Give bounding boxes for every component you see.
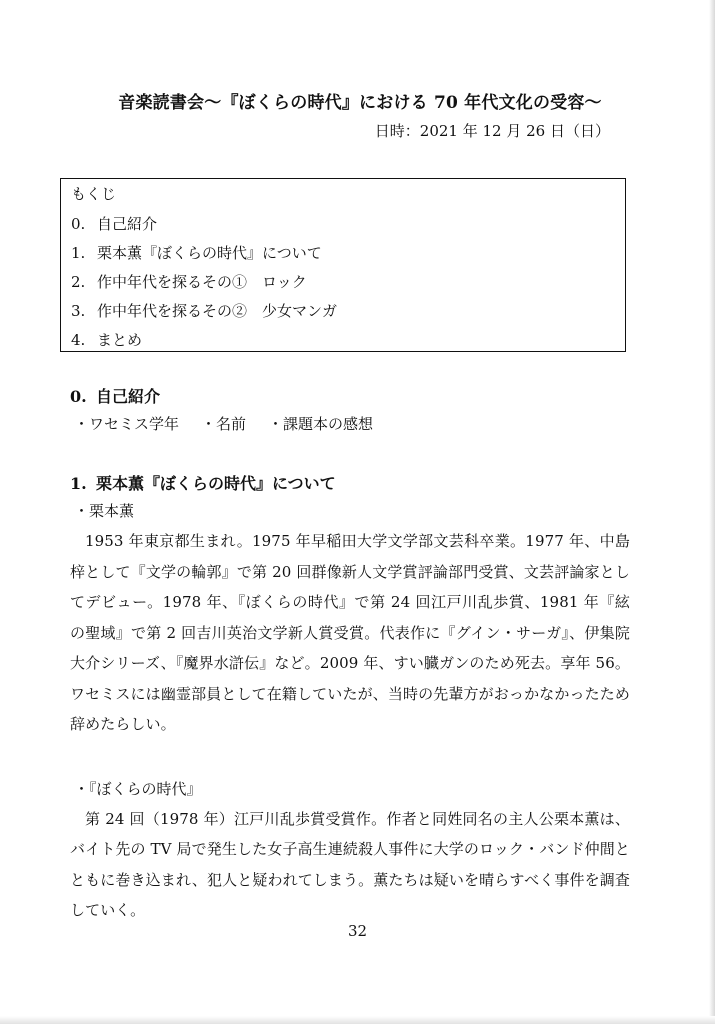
toc-item-number: 2. bbox=[71, 273, 86, 291]
section-heading bbox=[70, 472, 630, 500]
page-edge-shadow bbox=[0, 1016, 715, 1024]
toc-heading: もくじ bbox=[71, 185, 117, 203]
toc-item-label: 栗本薫『ぼくらの時代』について bbox=[97, 244, 322, 262]
page-number: 32 bbox=[347, 922, 368, 940]
bullet-item: ・課題本の感想 bbox=[268, 415, 374, 433]
section-number: 1. bbox=[70, 474, 87, 493]
toc-item bbox=[71, 210, 625, 239]
toc-item-number: 1. bbox=[71, 244, 86, 262]
section-title: 栗本薫『ぼくらの時代』について bbox=[96, 474, 336, 493]
toc-item-label: 作中年代を探るその① ロック bbox=[97, 273, 307, 291]
toc-item-number: 0. bbox=[71, 215, 86, 233]
bullet-item: ・名前 bbox=[201, 415, 247, 433]
bullet-item: ・ワセミス学年 bbox=[74, 415, 180, 433]
section-heading bbox=[70, 385, 630, 413]
section-number: 0. bbox=[70, 387, 87, 406]
table-of-contents-box bbox=[60, 178, 626, 352]
section-book-overview bbox=[70, 472, 630, 926]
toc-item bbox=[71, 239, 625, 268]
toc-item bbox=[71, 297, 625, 326]
document-title: 音楽読書会～『ぼくらの時代』における 70 年代文化の受容～ bbox=[118, 93, 602, 113]
toc-item-number: 4. bbox=[71, 331, 86, 349]
toc-item-label: 作中年代を探るその② 少女マンガ bbox=[97, 302, 338, 320]
author-biography-paragraph: 1953 年東京都生まれ。1975 年早稲田大学文学部文芸科卒業。1977 年、中島梓として『文学の輪郭』で第 20 回群像新人文学賞評論部門受賞、文芸評論家としてデビュー。1978 年、『ぼくらの時代』で第 24 回江戸川乱歩賞、1981 年『絃の聖域』で第 2 回吉川英治文学新人賞受賞。代表作に『グイン・サーガ』、伊集院大介シリーズ、『魔界水滸伝』など。2009 年、すい臓ガンのため死去。享年 56。ワセミスには幽霊部員として在籍していたが、当時の先輩方がおっかなかったため辞めたらしい。 bbox=[70, 532, 630, 733]
event-date: 日時：2021 年 12 月 26 日（日） bbox=[374, 122, 610, 140]
toc-item-label: 自己紹介 bbox=[97, 215, 158, 233]
toc-item bbox=[71, 268, 625, 297]
section-self-introduction bbox=[70, 385, 630, 434]
toc-item bbox=[71, 326, 625, 355]
page-edge-shadow bbox=[709, 0, 715, 1024]
subsection-label: ・栗本薫 bbox=[74, 502, 135, 520]
subsection-label: ・『ぼくらの時代』 bbox=[74, 779, 202, 798]
toc-item-label: まとめ bbox=[97, 331, 143, 349]
bullet-list bbox=[74, 413, 630, 434]
book-summary-paragraph: 第 24 回（1978 年）江戸川乱歩賞受賞作。作者と同姓同名の主人公栗本薫は、バイト先の TV 局で発生した女子高生連続殺人事件に大学のロック・バンド仲間とともに巻き込まれ、犯人と疑われてしまう。薫たちは疑いを晴らすべく事件を調査していく。 bbox=[70, 809, 630, 919]
toc-item-number: 3. bbox=[71, 302, 86, 320]
section-title: 自己紹介 bbox=[96, 387, 161, 406]
